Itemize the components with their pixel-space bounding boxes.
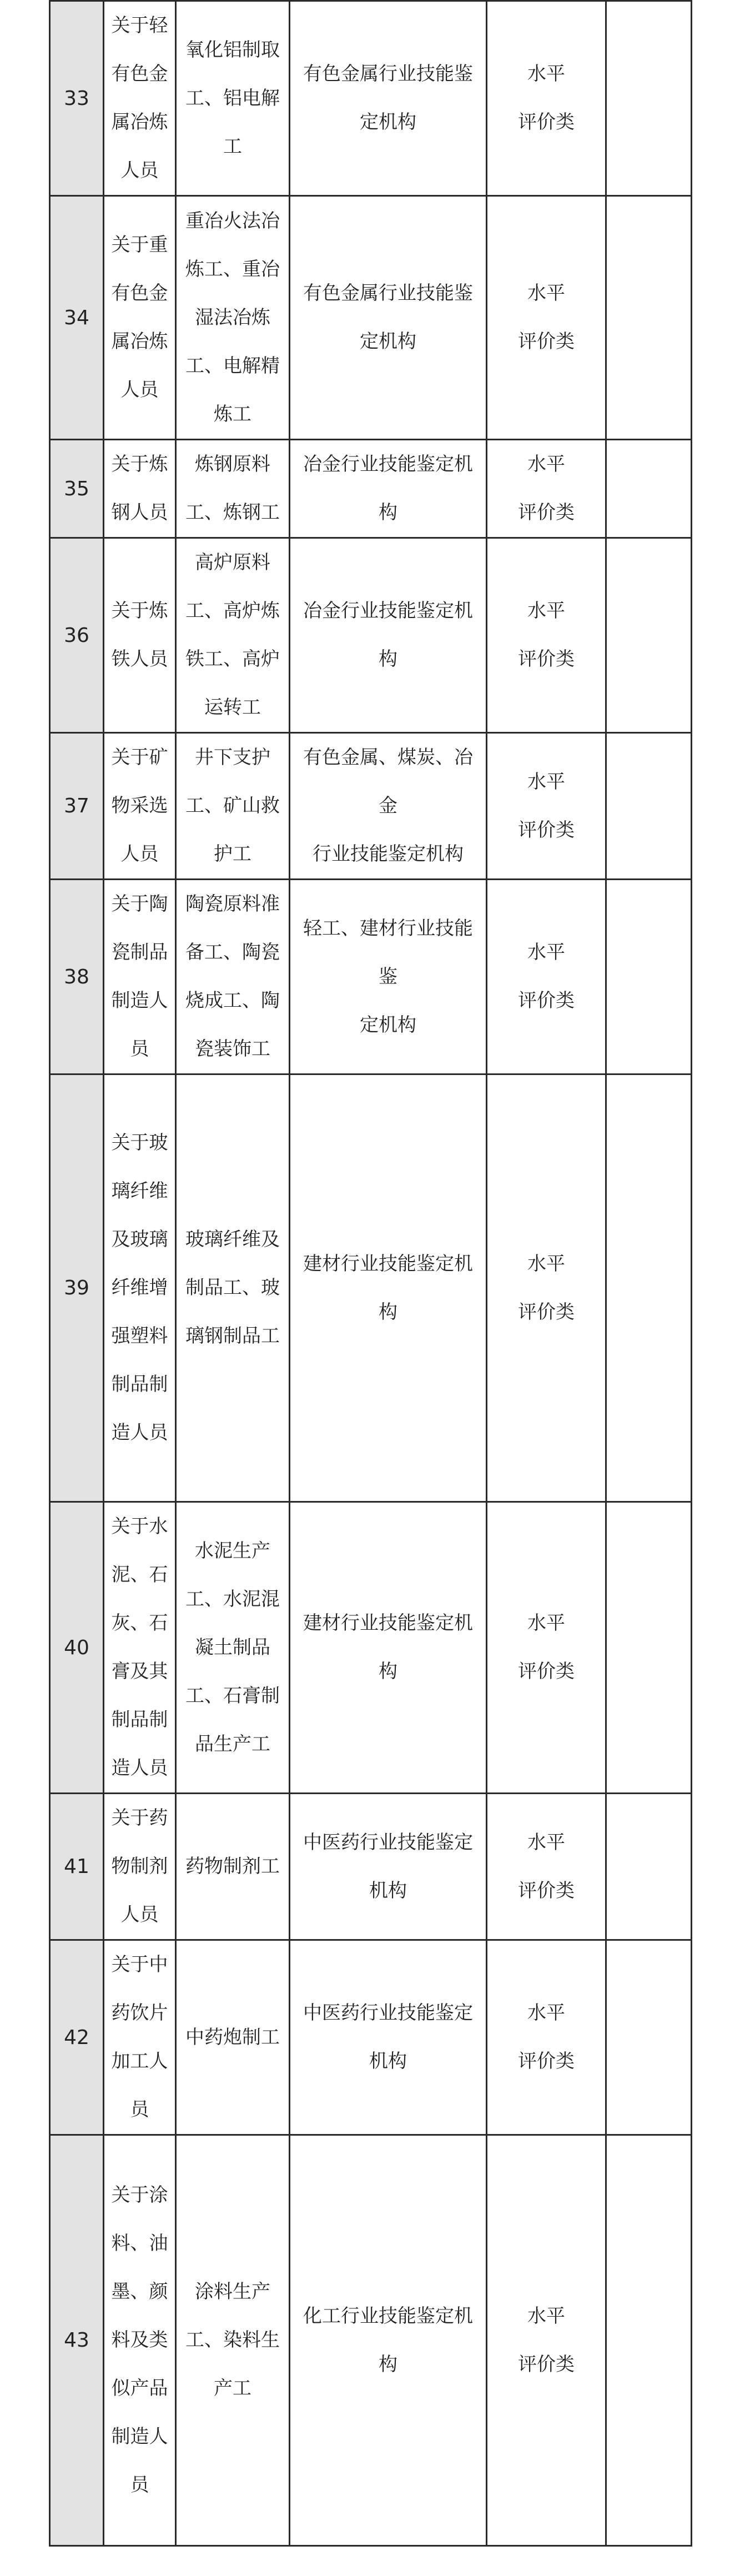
job-type-cell: 氧化铝制取 工、铝电解 工	[176, 1, 290, 196]
occupation-cell: 关于玻 璃纤维 及玻璃 纤维增 强塑料 制品制 造人员	[104, 1074, 176, 1502]
note-cell	[606, 538, 692, 733]
evaluation-type-cell: 水平 评价类	[487, 733, 606, 880]
appraisal-org-cell: 中医药行业技能鉴定 机构	[290, 1794, 487, 1940]
row-number-cell: 41	[50, 1794, 104, 1940]
note-cell	[606, 1794, 692, 1940]
evaluation-type-cell: 水平 评价类	[487, 440, 606, 538]
occupation-cell: 关于水 泥、石 灰、石 膏及其 制品制 造人员	[104, 1502, 176, 1794]
evaluation-type-cell: 水平 评价类	[487, 1502, 606, 1794]
appraisal-org-cell: 化工行业技能鉴定机 构	[290, 2135, 487, 2546]
note-cell	[606, 2135, 692, 2546]
table-row	[50, 1794, 692, 1940]
appraisal-org-cell: 有色金属行业技能鉴 定机构	[290, 1, 487, 196]
note-cell	[606, 440, 692, 538]
note-cell	[606, 733, 692, 880]
job-type-cell: 重冶火法冶 炼工、重冶 湿法冶炼 工、电解精 炼工	[176, 196, 290, 440]
table-row	[50, 880, 692, 1074]
table-row	[50, 538, 692, 733]
row-number-cell: 37	[50, 733, 104, 880]
table-row	[50, 196, 692, 440]
appraisal-org-cell: 中医药行业技能鉴定 机构	[290, 1940, 487, 2135]
table-row	[50, 440, 692, 538]
table-row	[50, 1940, 692, 2135]
note-cell	[606, 1, 692, 196]
row-number-cell: 43	[50, 2135, 104, 2546]
table-row	[50, 1502, 692, 1794]
row-number-cell: 39	[50, 1074, 104, 1502]
occupation-cell: 关于药 物制剂 人员	[104, 1794, 176, 1940]
evaluation-type-cell: 水平 评价类	[487, 2135, 606, 2546]
evaluation-type-cell: 水平 评价类	[487, 1074, 606, 1502]
note-cell	[606, 880, 692, 1074]
occupation-cell: 关于矿 物采选 人员	[104, 733, 176, 880]
evaluation-type-cell: 水平 评价类	[487, 538, 606, 733]
note-cell	[606, 1502, 692, 1794]
evaluation-type-cell: 水平 评价类	[487, 196, 606, 440]
note-cell	[606, 1940, 692, 2135]
appraisal-org-cell: 建材行业技能鉴定机 构	[290, 1502, 487, 1794]
row-number-cell: 33	[50, 1, 104, 196]
job-type-cell: 井下支护 工、矿山救 护工	[176, 733, 290, 880]
occupation-cell: 关于重 有色金 属冶炼 人员	[104, 196, 176, 440]
job-type-cell: 陶瓷原料准 备工、陶瓷 烧成工、陶 瓷装饰工	[176, 880, 290, 1074]
table-row	[50, 1074, 692, 1502]
appraisal-org-cell: 有色金属行业技能鉴 定机构	[290, 196, 487, 440]
evaluation-type-cell: 水平 评价类	[487, 1940, 606, 2135]
occupation-cell: 关于陶 瓷制品 制造人 员	[104, 880, 176, 1074]
note-cell	[606, 196, 692, 440]
table-row	[50, 2135, 692, 2546]
job-type-cell: 水泥生产 工、水泥混 凝土制品 工、石膏制 品生产工	[176, 1502, 290, 1794]
appraisal-org-cell: 冶金行业技能鉴定机 构	[290, 440, 487, 538]
job-type-cell: 玻璃纤维及 制品工、玻 璃钢制品工	[176, 1074, 290, 1502]
evaluation-type-cell: 水平 评价类	[487, 1794, 606, 1940]
job-type-cell: 炼钢原料 工、炼钢工	[176, 440, 290, 538]
row-number-cell: 36	[50, 538, 104, 733]
evaluation-type-cell: 水平 评价类	[487, 1, 606, 196]
job-type-cell: 中药炮制工	[176, 1940, 290, 2135]
row-number-cell: 42	[50, 1940, 104, 2135]
job-type-cell: 药物制剂工	[176, 1794, 290, 1940]
row-number-cell: 34	[50, 196, 104, 440]
occupation-table	[49, 0, 692, 2547]
row-number-cell: 40	[50, 1502, 104, 1794]
job-type-cell: 涂料生产 工、染料生 产工	[176, 2135, 290, 2546]
appraisal-org-cell: 冶金行业技能鉴定机 构	[290, 538, 487, 733]
row-number-cell: 38	[50, 880, 104, 1074]
appraisal-org-cell: 轻工、建材行业技能鉴 定机构	[290, 880, 487, 1074]
row-number-cell: 35	[50, 440, 104, 538]
occupation-cell: 关于炼 铁人员	[104, 538, 176, 733]
job-type-cell: 高炉原料 工、高炉炼 铁工、高炉 运转工	[176, 538, 290, 733]
evaluation-type-cell: 水平 评价类	[487, 880, 606, 1074]
note-cell	[606, 1074, 692, 1502]
appraisal-org-cell: 有色金属、煤炭、冶金 行业技能鉴定机构	[290, 733, 487, 880]
occupation-cell: 关于中 药饮片 加工人 员	[104, 1940, 176, 2135]
table-row	[50, 733, 692, 880]
table-row	[50, 1, 692, 196]
occupation-cell: 关于轻 有色金 属冶炼 人员	[104, 1, 176, 196]
appraisal-org-cell: 建材行业技能鉴定机 构	[290, 1074, 487, 1502]
occupation-cell: 关于涂 料、油 墨、颜 料及类 似产品 制造人 员	[104, 2135, 176, 2546]
occupation-cell: 关于炼 钢人员	[104, 440, 176, 538]
